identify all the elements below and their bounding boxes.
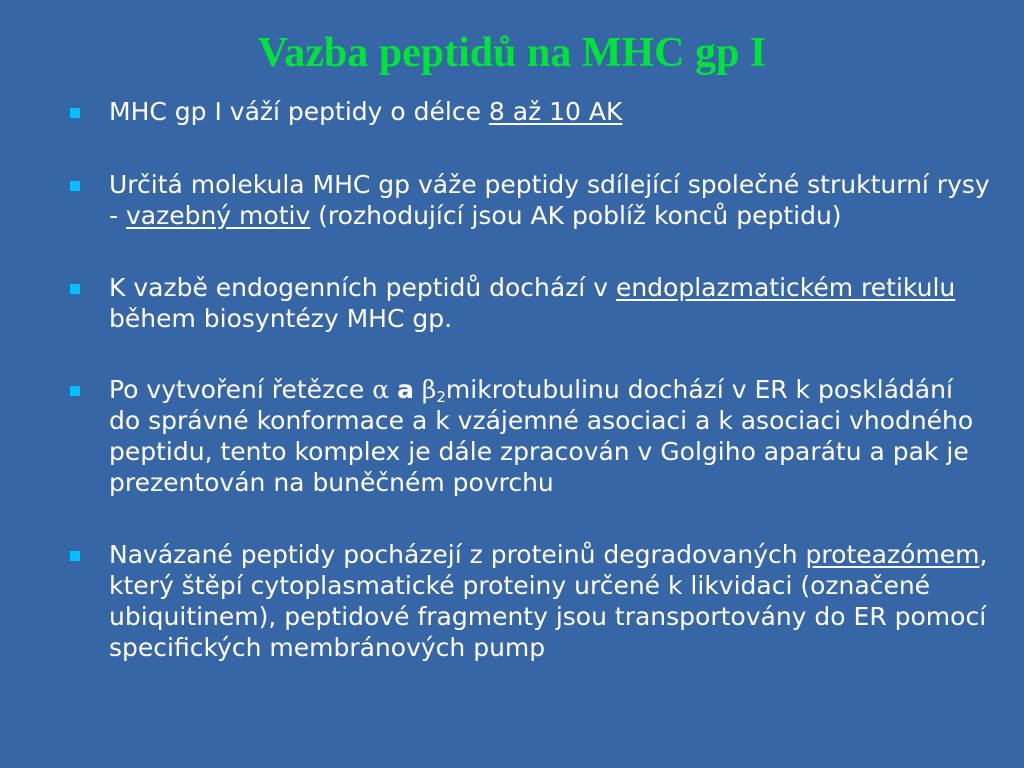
square-bullet-icon [70, 284, 80, 294]
bullet-1-underlined-text: 8 až 10 AK [488, 97, 623, 126]
slide-title: Vazba peptidů na MHC gp I [257, 30, 767, 76]
alpha-symbol: α [372, 375, 390, 404]
bullet-5-text-start: Navázané peptidy pocházejí z proteinů degradovaných [109, 540, 806, 569]
bullet-3-underlined-text: endoplazmatickém retikulu [615, 273, 956, 302]
square-bullet-icon [70, 551, 80, 561]
bullet-2-text-end: (rozhodující jsou AK poblíž konců peptidu) [310, 201, 842, 230]
square-bullet-icon [70, 386, 80, 396]
bullet-4-space-2 [414, 375, 422, 404]
bullet-2-text-start: Určitá molekula MHC gp váže peptidy sdílející společné strukturní rysy - [109, 170, 990, 230]
bullet-list [70, 96, 990, 703]
bullet-2-underlined-text: vazebný motiv [125, 201, 311, 230]
bullet-3-text-end: během biosyntézy MHC gp. [109, 304, 453, 333]
bullet-4-text-start: Po vytvoření řetězce [109, 375, 373, 404]
bullet-item-3 [70, 272, 990, 334]
bullet-4-text-end: mikrotubulinu dochází v ER k poskládání do správné konformace a k vzájemné asociaci a k asociaci vhodného peptidu, tento komplex je dále zpracován v Golgiho aparátu a pak je prezentován na buněčném povrchu [109, 375, 974, 497]
beta-symbol: β [421, 375, 437, 404]
square-bullet-icon [70, 181, 80, 191]
bullet-4-conjunction: a [397, 375, 414, 404]
beta-subscript: 2 [436, 388, 446, 406]
bullet-item-2 [70, 169, 990, 231]
bullet-3-text-start: K vazbě endogenních peptidů dochází v [109, 273, 616, 302]
square-bullet-icon [70, 108, 80, 118]
bullet-item-1 [70, 96, 990, 127]
bullet-5-text-end: , který štěpí cytoplasmatické proteiny určené k likvidaci (označené ubiquitinem), peptidové fragmenty jsou transportovány do ER pomocí specifických membránových pump [109, 540, 988, 662]
bullet-item-4 [70, 374, 990, 498]
bullet-item-5 [70, 539, 990, 663]
bullet-4-space-1 [389, 375, 397, 404]
bullet-1-text: MHC gp I váží peptidy o délce [109, 97, 489, 126]
bullet-5-underlined-text: proteazómem [805, 540, 980, 569]
